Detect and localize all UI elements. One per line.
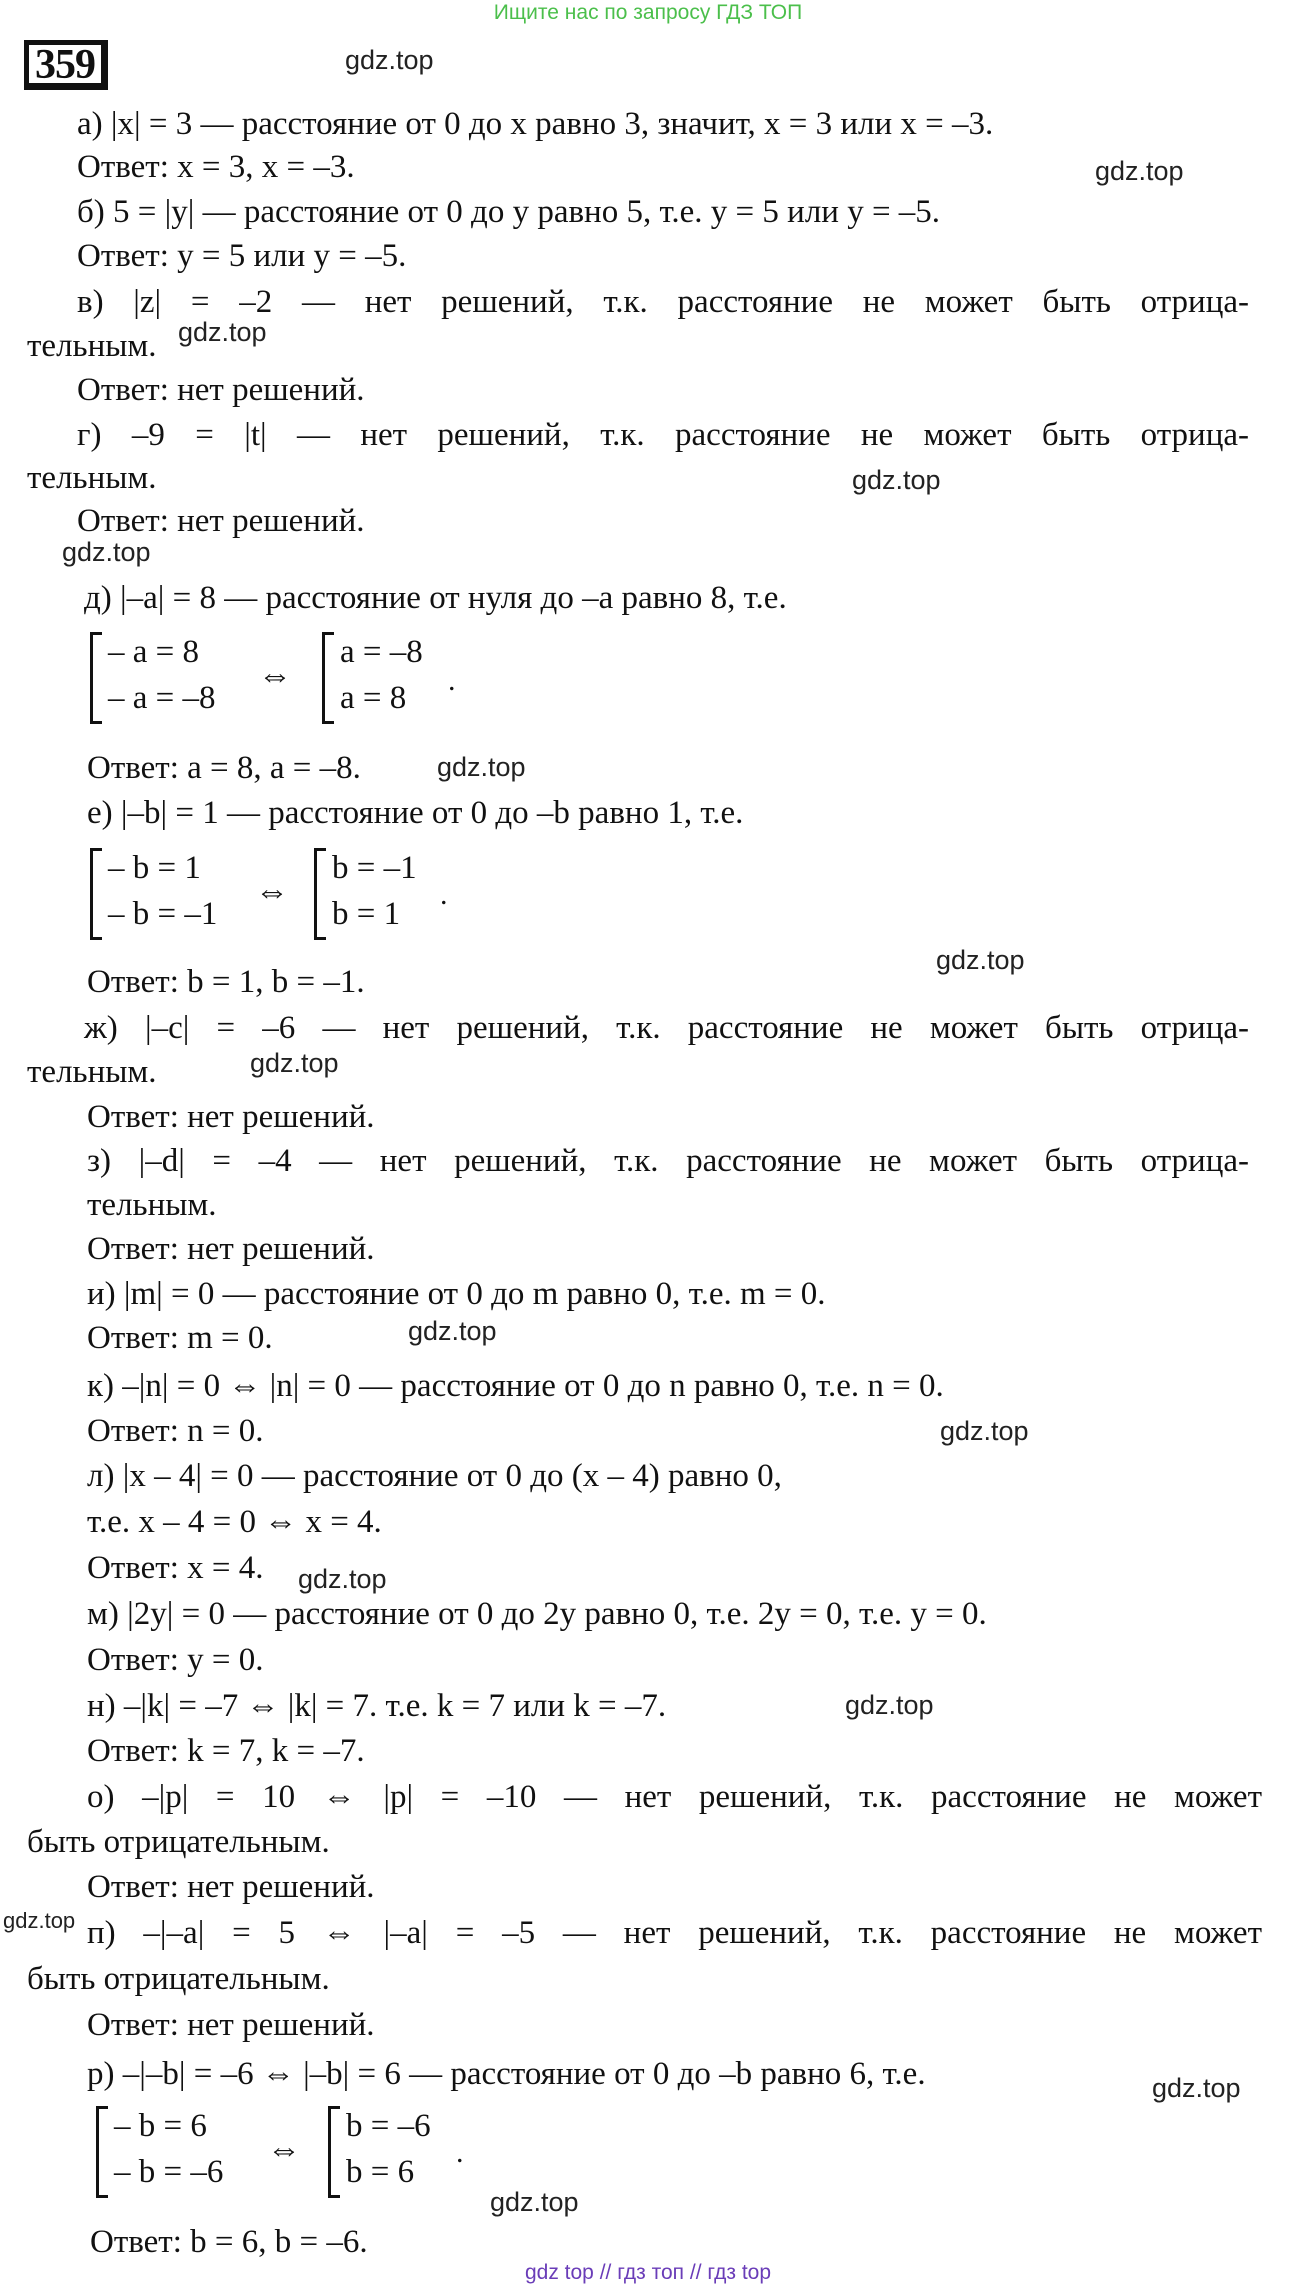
solution-line: ж) |–c| = –6 — нет решений, т.к. расстояние не может быть отрица- [84,1010,1249,1046]
solution-line: д) |–a| = 8 — расстояние от нуля до –a равно 8, т.е. [84,580,787,616]
solution-line: е) |–b| = 1 — расстояние от 0 до –b равно 1, т.е. [87,795,744,831]
equation-system [328,2104,528,2194]
bracket [90,632,102,724]
watermark: gdz.top [437,752,526,782]
watermark: gdz.top [1152,2073,1241,2103]
answer-line: Ответ: нет решений. [77,503,365,539]
answer-line: Ответ: y = 5 или y = –5. [77,238,407,274]
answer-line: Ответ: нет решений. [87,1099,375,1135]
solution-line: з) |–d| = –4 — нет решений, т.к. расстояние не может быть отрица- [87,1143,1249,1179]
equation: – b = 1 [108,850,201,886]
bracket [96,2106,108,2198]
answer-line: Ответ: x = 4. [87,1550,264,1586]
solution-line: быть отрицательным. [27,1961,330,1997]
solution-line: быть отрицательным. [27,1824,330,1860]
search-banner[interactable]: Ищите нас по запросу ГДЗ ТОП [493,1,803,24]
solution-line: м) |2y| = 0 — расстояние от 0 до 2y равно 0, т.е. 2y = 0, т.е. y = 0. [87,1596,987,1632]
equation: b = –6 [346,2108,431,2144]
equation: b = –1 [332,850,417,886]
bracket [322,632,334,724]
solution-line: г) –9 = |t| — нет решений, т.к. расстояние не может быть отрица- [77,417,1249,453]
watermark: gdz.top [490,2187,579,2217]
answer-line: Ответ: y = 0. [87,1642,264,1678]
solution-line: а) |x| = 3 — расстояние от 0 до x равно 3, значит, x = 3 или x = –3. [77,106,994,142]
watermark: gdz.top [3,1908,76,1933]
solution-line: тельным. [27,460,157,496]
answer-line: Ответ: b = 6, b = –6. [90,2224,368,2260]
solution-line: л) |x – 4| = 0 — расстояние от 0 до (x – 4) равно 0, [87,1458,782,1494]
answer-line: Ответ: m = 0. [87,1320,273,1356]
equation: a = –8 [340,634,423,670]
answer-line: Ответ: a = 8, a = –8. [87,750,361,786]
solution-line: к) –|n| = 0 ⇔ |n| = 0 — расстояние от 0 до n равно 0, т.е. n = 0. [87,1368,944,1404]
solution-line: о) –|p| = 10 ⇔ |p| = –10 — нет решений, т.к. расстояние не может [87,1779,1262,1815]
watermark: gdz.top [936,945,1025,975]
watermark: gdz.top [408,1316,497,1346]
answer-line: Ответ: нет решений. [87,2007,375,2043]
solution-line: тельным. [27,1054,157,1090]
bracket [90,848,102,940]
solution-line: тельным. [87,1187,217,1223]
equivalence-symbol: ⇔ [255,873,289,910]
equation-system [322,630,522,720]
watermark: gdz.top [845,1690,934,1720]
solution-line: р) –|–b| = –6 ⇔ |–b| = 6 — расстояние от 0 до –b равно 6, т.е. [87,2056,926,2092]
watermark: gdz.top [250,1048,339,1078]
equation: – a = 8 [108,634,200,670]
equation-system [96,2104,296,2194]
equation: – b = –1 [108,896,218,932]
watermark: gdz.top [178,317,267,347]
solution-line: и) |m| = 0 — расстояние от 0 до m равно 0, т.е. m = 0. [87,1276,826,1312]
problem-number-box: 359 [24,40,108,90]
equation: b = 1 [332,896,401,932]
footer-links[interactable]: gdz top // гдз топ // гдз top [524,2261,772,2284]
equation: b = 6 [346,2154,415,2190]
bracket [314,848,326,940]
answer-line: Ответ: k = 7, k = –7. [87,1733,365,1769]
solution-line: б) 5 = |y| — расстояние от 0 до y равно 5, т.е. y = 5 или y = –5. [77,194,941,230]
watermark: gdz.top [940,1416,1029,1446]
solution-line: в) |z| = –2 — нет решений, т.к. расстояние не может быть отрица- [77,284,1249,320]
bracket [328,2106,340,2198]
period-mark: . [440,878,448,911]
equivalence-symbol: ⇔ [258,657,292,694]
solution-line: т.е. x – 4 = 0 ⇔ x = 4. [87,1504,382,1540]
watermark: gdz.top [852,465,941,495]
solution-line: п) –|–a| = 5 ⇔ |–a| = –5 — нет решений, т.к. расстояние не может [87,1915,1262,1951]
answer-line: Ответ: b = 1, b = –1. [87,964,365,1000]
watermark: gdz.top [345,45,434,75]
equation: – b = 6 [114,2108,207,2144]
solution-line: н) –|k| = –7 ⇔ |k| = 7. т.е. k = 7 или k = –7. [87,1688,667,1724]
answer-line: Ответ: нет решений. [77,372,365,408]
equation: a = 8 [340,680,407,716]
period-mark: . [456,2136,464,2169]
equation-system [314,846,514,936]
answer-line: Ответ: нет решений. [87,1869,375,1905]
answer-line: Ответ: нет решений. [87,1231,375,1267]
watermark: gdz.top [298,1564,387,1594]
answer-line: Ответ: n = 0. [87,1413,264,1449]
equation: – b = –6 [114,2154,224,2190]
watermark: gdz.top [62,537,151,567]
watermark: gdz.top [1095,156,1184,186]
answer-line: Ответ: x = 3, x = –3. [77,149,355,185]
period-mark: . [448,664,456,697]
solution-line: тельным. [27,328,157,364]
equivalence-symbol: ⇔ [267,2131,301,2168]
equation: – a = –8 [108,680,216,716]
